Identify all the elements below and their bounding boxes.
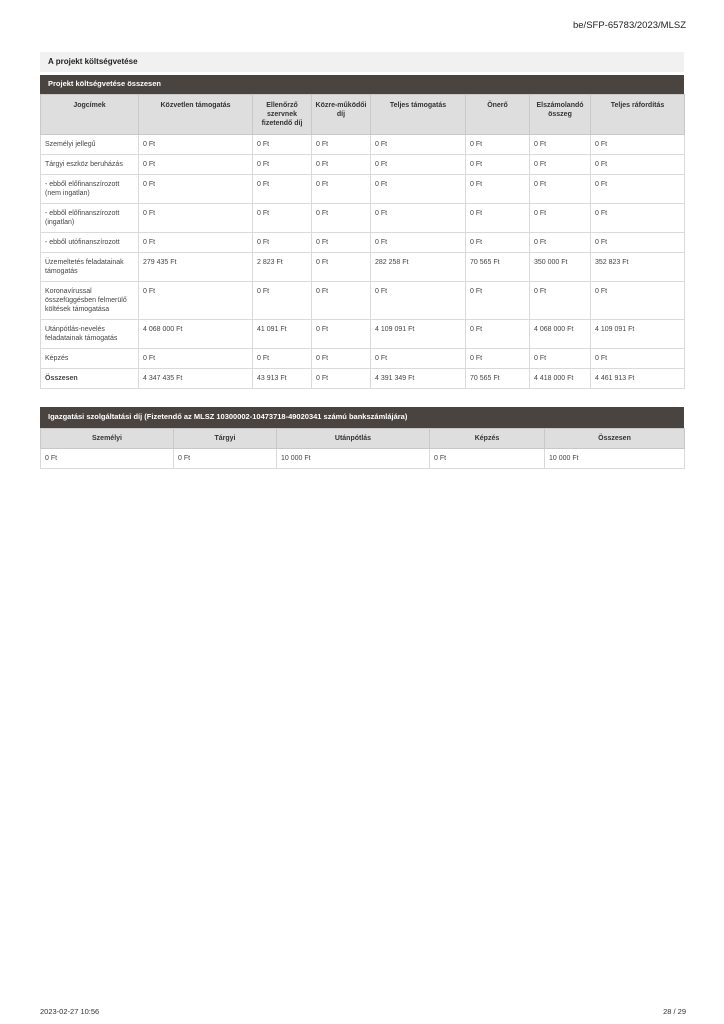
- column-header: Személyi: [41, 429, 174, 449]
- row-label: - ebből előfinanszírozott (nem ingatlan): [41, 175, 139, 204]
- table-cell: 4 068 000 Ft: [139, 320, 253, 349]
- table-cell: 70 565 Ft: [466, 369, 530, 389]
- table-cell: 0 Ft: [591, 155, 685, 175]
- table-cell: 10 000 Ft: [277, 449, 430, 469]
- table-cell: 0 Ft: [312, 155, 371, 175]
- table-cell: 350 000 Ft: [530, 253, 591, 282]
- table-cell: 0 Ft: [466, 282, 530, 320]
- table-cell: 4 391 349 Ft: [371, 369, 466, 389]
- table-cell: 0 Ft: [312, 253, 371, 282]
- table-cell: 0 Ft: [139, 233, 253, 253]
- fee-table: [40, 428, 685, 469]
- column-header: Képzés: [430, 429, 545, 449]
- table-cell: 0 Ft: [312, 233, 371, 253]
- table-cell: 0 Ft: [253, 349, 312, 369]
- table-cell: 0 Ft: [466, 233, 530, 253]
- table-cell: 0 Ft: [591, 204, 685, 233]
- table-cell: 0 Ft: [139, 135, 253, 155]
- table-cell: 0 Ft: [139, 155, 253, 175]
- table-row: [41, 253, 685, 282]
- table-cell: 0 Ft: [466, 349, 530, 369]
- table-cell: 0 Ft: [371, 155, 466, 175]
- table-row: [41, 204, 685, 233]
- document-reference: be/SFP-65783/2023/MLSZ: [572, 20, 686, 31]
- table-row: [41, 369, 685, 389]
- table-cell: 0 Ft: [253, 175, 312, 204]
- table-cell: 0 Ft: [139, 175, 253, 204]
- table-row: [41, 349, 685, 369]
- table-cell: 0 Ft: [591, 175, 685, 204]
- section-title: A projekt költségvetése: [40, 52, 684, 72]
- table-cell: 352 823 Ft: [591, 253, 685, 282]
- column-header: Utánpótlás: [277, 429, 430, 449]
- table-cell: 0 Ft: [530, 233, 591, 253]
- table-cell: 282 258 Ft: [371, 253, 466, 282]
- table-cell: 70 565 Ft: [466, 253, 530, 282]
- table-cell: 0 Ft: [312, 369, 371, 389]
- budget-table: [40, 94, 685, 389]
- table-cell: 0 Ft: [371, 282, 466, 320]
- table-cell: 0 Ft: [371, 135, 466, 155]
- table-cell: 4 347 435 Ft: [139, 369, 253, 389]
- table-cell: 0 Ft: [312, 135, 371, 155]
- table-cell: 10 000 Ft: [545, 449, 685, 469]
- budget-table-block: [40, 75, 684, 389]
- table-cell: 0 Ft: [530, 282, 591, 320]
- column-header: Jogcímek: [41, 95, 139, 135]
- column-header: Közvetlen támogatás: [139, 95, 253, 135]
- table-cell: 4 461 913 Ft: [591, 369, 685, 389]
- table-cell: 41 091 Ft: [253, 320, 312, 349]
- table-cell: 0 Ft: [139, 349, 253, 369]
- fee-table-body: [41, 449, 685, 469]
- table-cell: 0 Ft: [530, 349, 591, 369]
- row-label: Személyi jellegű: [41, 135, 139, 155]
- budget-header-row: [41, 95, 685, 135]
- table-cell: 0 Ft: [139, 282, 253, 320]
- table-row: [41, 449, 685, 469]
- table-cell: 0 Ft: [253, 155, 312, 175]
- footer-date: 2023-02-27 10:56: [40, 1007, 100, 1016]
- table-cell: 4 109 091 Ft: [591, 320, 685, 349]
- table-cell: 279 435 Ft: [139, 253, 253, 282]
- table-cell: 0 Ft: [41, 449, 174, 469]
- column-header: Tárgyi: [174, 429, 277, 449]
- column-header: Közre-működői díj: [312, 95, 371, 135]
- column-header: Teljes támogatás: [371, 95, 466, 135]
- table-cell: 0 Ft: [591, 282, 685, 320]
- fee-table-block: [40, 407, 684, 469]
- table-cell: 0 Ft: [253, 204, 312, 233]
- column-header: Önerő: [466, 95, 530, 135]
- table-cell: 0 Ft: [253, 233, 312, 253]
- table-cell: 43 913 Ft: [253, 369, 312, 389]
- table-cell: 0 Ft: [371, 204, 466, 233]
- table-row: [41, 155, 685, 175]
- table-cell: 0 Ft: [466, 320, 530, 349]
- budget-table-title: Projekt költségvetése összesen: [40, 75, 684, 94]
- table-cell: 4 109 091 Ft: [371, 320, 466, 349]
- table-cell: 0 Ft: [430, 449, 545, 469]
- row-label: Koronavírussal összefüggésben felmerülő költések támogatása: [41, 282, 139, 320]
- table-cell: 0 Ft: [466, 135, 530, 155]
- column-header: Teljes ráfordítás: [591, 95, 685, 135]
- table-cell: 0 Ft: [174, 449, 277, 469]
- table-cell: 0 Ft: [312, 175, 371, 204]
- table-cell: 0 Ft: [530, 155, 591, 175]
- column-header: Elszámolandó összeg: [530, 95, 591, 135]
- row-label: - ebből utófinanszírozott: [41, 233, 139, 253]
- table-cell: 0 Ft: [591, 349, 685, 369]
- table-cell: 0 Ft: [312, 282, 371, 320]
- table-cell: 0 Ft: [466, 204, 530, 233]
- table-row: [41, 135, 685, 155]
- fee-header-row: [41, 429, 685, 449]
- table-cell: 0 Ft: [139, 204, 253, 233]
- table-cell: 4 418 000 Ft: [530, 369, 591, 389]
- row-label: Üzemeltetés feladatainak támogatás: [41, 253, 139, 282]
- table-cell: 0 Ft: [253, 282, 312, 320]
- fee-table-title: Igazgatási szolgáltatási díj (Fizetendő az MLSZ 10300002-10473718-49020341 számú bankszámlájára): [40, 407, 684, 428]
- table-cell: 0 Ft: [591, 135, 685, 155]
- table-cell: 0 Ft: [530, 135, 591, 155]
- page-number: 28 / 29: [663, 1007, 686, 1016]
- table-row: [41, 175, 685, 204]
- table-cell: 0 Ft: [253, 135, 312, 155]
- column-header: Ellenőrző szervnek fizetendő díj: [253, 95, 312, 135]
- table-row: [41, 282, 685, 320]
- table-cell: 0 Ft: [371, 175, 466, 204]
- column-header: Összesen: [545, 429, 685, 449]
- row-label: Összesen: [41, 369, 139, 389]
- table-cell: 0 Ft: [371, 349, 466, 369]
- row-label: Képzés: [41, 349, 139, 369]
- row-label: Utánpótlás-nevelés feladatainak támogatás: [41, 320, 139, 349]
- table-cell: 0 Ft: [591, 233, 685, 253]
- table-cell: 0 Ft: [466, 175, 530, 204]
- budget-table-body: [41, 135, 685, 389]
- table-cell: 2 823 Ft: [253, 253, 312, 282]
- table-cell: 0 Ft: [371, 233, 466, 253]
- table-cell: 0 Ft: [530, 175, 591, 204]
- table-cell: 0 Ft: [312, 320, 371, 349]
- row-label: Tárgyi eszköz beruházás: [41, 155, 139, 175]
- table-cell: 0 Ft: [312, 204, 371, 233]
- table-cell: 0 Ft: [530, 204, 591, 233]
- table-row: [41, 320, 685, 349]
- row-label: - ebből előfinanszírozott (ingatlan): [41, 204, 139, 233]
- table-cell: 0 Ft: [466, 155, 530, 175]
- table-cell: 4 068 000 Ft: [530, 320, 591, 349]
- table-row: [41, 233, 685, 253]
- table-cell: 0 Ft: [312, 349, 371, 369]
